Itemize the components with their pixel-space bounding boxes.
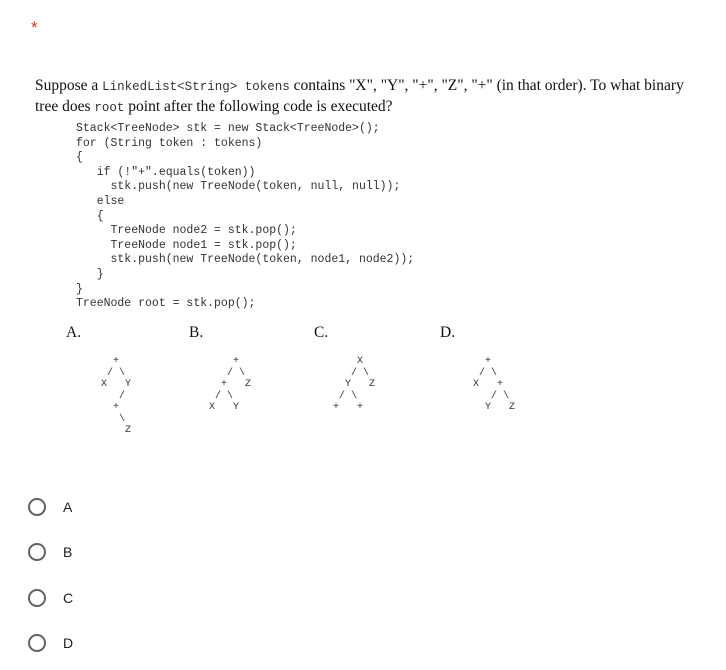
choice-b[interactable]	[28, 543, 72, 561]
option-a-tree: + / \ X Y / + \ Z	[101, 356, 132, 436]
option-c-letter: C.	[314, 324, 329, 341]
choice-a[interactable]	[28, 498, 72, 516]
choice-d[interactable]	[28, 634, 73, 652]
question-part-2: contains "X", "Y", "+", "Z", "+" (in that order). To what binary tree does	[35, 77, 684, 115]
required-marker: *	[31, 18, 38, 37]
choice-d-label: D	[63, 635, 74, 651]
question-code-root: root	[94, 101, 125, 115]
radio-a[interactable]	[28, 498, 46, 516]
radio-d[interactable]	[28, 634, 46, 652]
option-d-tree: + / \ X + / \ Y Z	[473, 356, 516, 413]
choice-c-label: C	[63, 590, 74, 606]
option-d-letter: D.	[440, 324, 456, 341]
option-c-tree: X / \ Y Z / \ + +	[333, 356, 376, 413]
question-text	[35, 76, 695, 118]
choice-c[interactable]	[28, 589, 73, 607]
question-part-3: point after the following code is executed?	[124, 98, 393, 115]
choice-b-label: B	[63, 544, 73, 560]
radio-c[interactable]	[28, 589, 46, 607]
code-block: Stack<TreeNode> stk = new Stack<TreeNode>(); for (String token : tokens) { if (!"+".equals(token)) stk.push(new TreeNode(token, null, null)); else { TreeNode node2 = stk.pop(); TreeNode node1 = stk.pop(); stk.push(new TreeNode(token, node1, node2)); } } TreeNode root = stk.pop();	[76, 122, 415, 311]
question-code-tokens: LinkedList<String> tokens	[102, 80, 290, 94]
option-b-tree: + / \ + Z / \ X Y	[209, 356, 252, 413]
option-a-letter: A.	[66, 324, 82, 341]
question-part-1: Suppose a	[35, 77, 103, 94]
choice-a-label: A	[63, 499, 73, 515]
radio-b[interactable]	[28, 543, 46, 561]
option-b-letter: B.	[189, 324, 204, 341]
